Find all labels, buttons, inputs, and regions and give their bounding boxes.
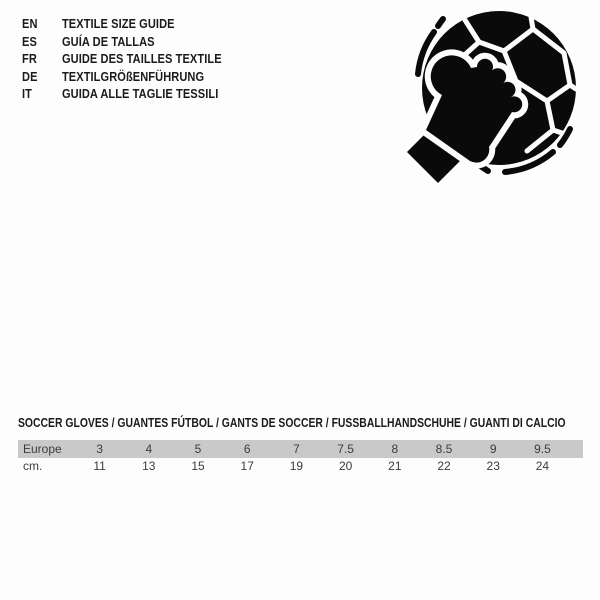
language-row-fr <box>22 50 222 68</box>
soccer-ball-glove-glyph <box>393 0 593 200</box>
size-row-europe <box>18 440 583 458</box>
language-code: ES <box>22 33 37 49</box>
language-row-es <box>22 33 222 51</box>
language-code: DE <box>22 68 38 84</box>
size-value: 7 <box>293 441 300 456</box>
size-value: 8 <box>391 441 399 456</box>
cm-value: 17 <box>240 459 254 474</box>
language-row-it <box>22 85 222 103</box>
cm-value: 15 <box>191 459 205 474</box>
language-label: GUÍA DE TALLAS <box>61 33 155 49</box>
cm-value: 13 <box>142 459 156 474</box>
size-row-label: cm. <box>23 459 43 474</box>
cm-value: 11 <box>93 459 106 474</box>
cm-value: 21 <box>388 459 402 474</box>
cm-value: 23 <box>486 459 500 474</box>
language-code: FR <box>22 51 37 67</box>
language-label: GUIDA ALLE TAGLIE TESSILI <box>61 86 219 102</box>
size-value: 4 <box>145 441 153 456</box>
size-value: 9 <box>489 441 497 456</box>
size-value: 5 <box>194 441 202 456</box>
size-row-label: Europe <box>23 441 62 456</box>
language-guide-list <box>22 15 222 103</box>
language-row-en <box>22 15 222 33</box>
language-label: GUIDE DES TAILLES TEXTILE <box>61 51 222 67</box>
size-value: 3 <box>96 441 103 456</box>
cm-value: 19 <box>289 459 304 474</box>
size-row-cm <box>18 458 583 476</box>
language-code: EN <box>22 16 38 32</box>
size-value: 8.5 <box>435 441 453 456</box>
cm-value: 22 <box>437 459 451 474</box>
cm-value: 24 <box>535 459 550 474</box>
size-value: 6 <box>243 441 251 456</box>
size-table-title: SOCCER GLOVES / GUANTES FÚTBOL / GANTS DE SOCCER / FUSSBALLHANDSCHUHE / GUANTI DI CALCIO <box>18 415 566 430</box>
size-value: 9.5 <box>534 441 551 456</box>
language-row-de <box>22 68 222 86</box>
size-value: 7.5 <box>337 441 354 456</box>
language-code: IT <box>22 86 33 102</box>
cm-value: 20 <box>338 459 353 474</box>
language-label: TEXTILGRÖßENFÜHRUNG <box>61 68 205 84</box>
language-label: TEXTILE SIZE GUIDE <box>61 16 175 32</box>
size-table <box>18 440 583 475</box>
goalkeeper-glove-soccer-ball-icon <box>393 0 593 200</box>
